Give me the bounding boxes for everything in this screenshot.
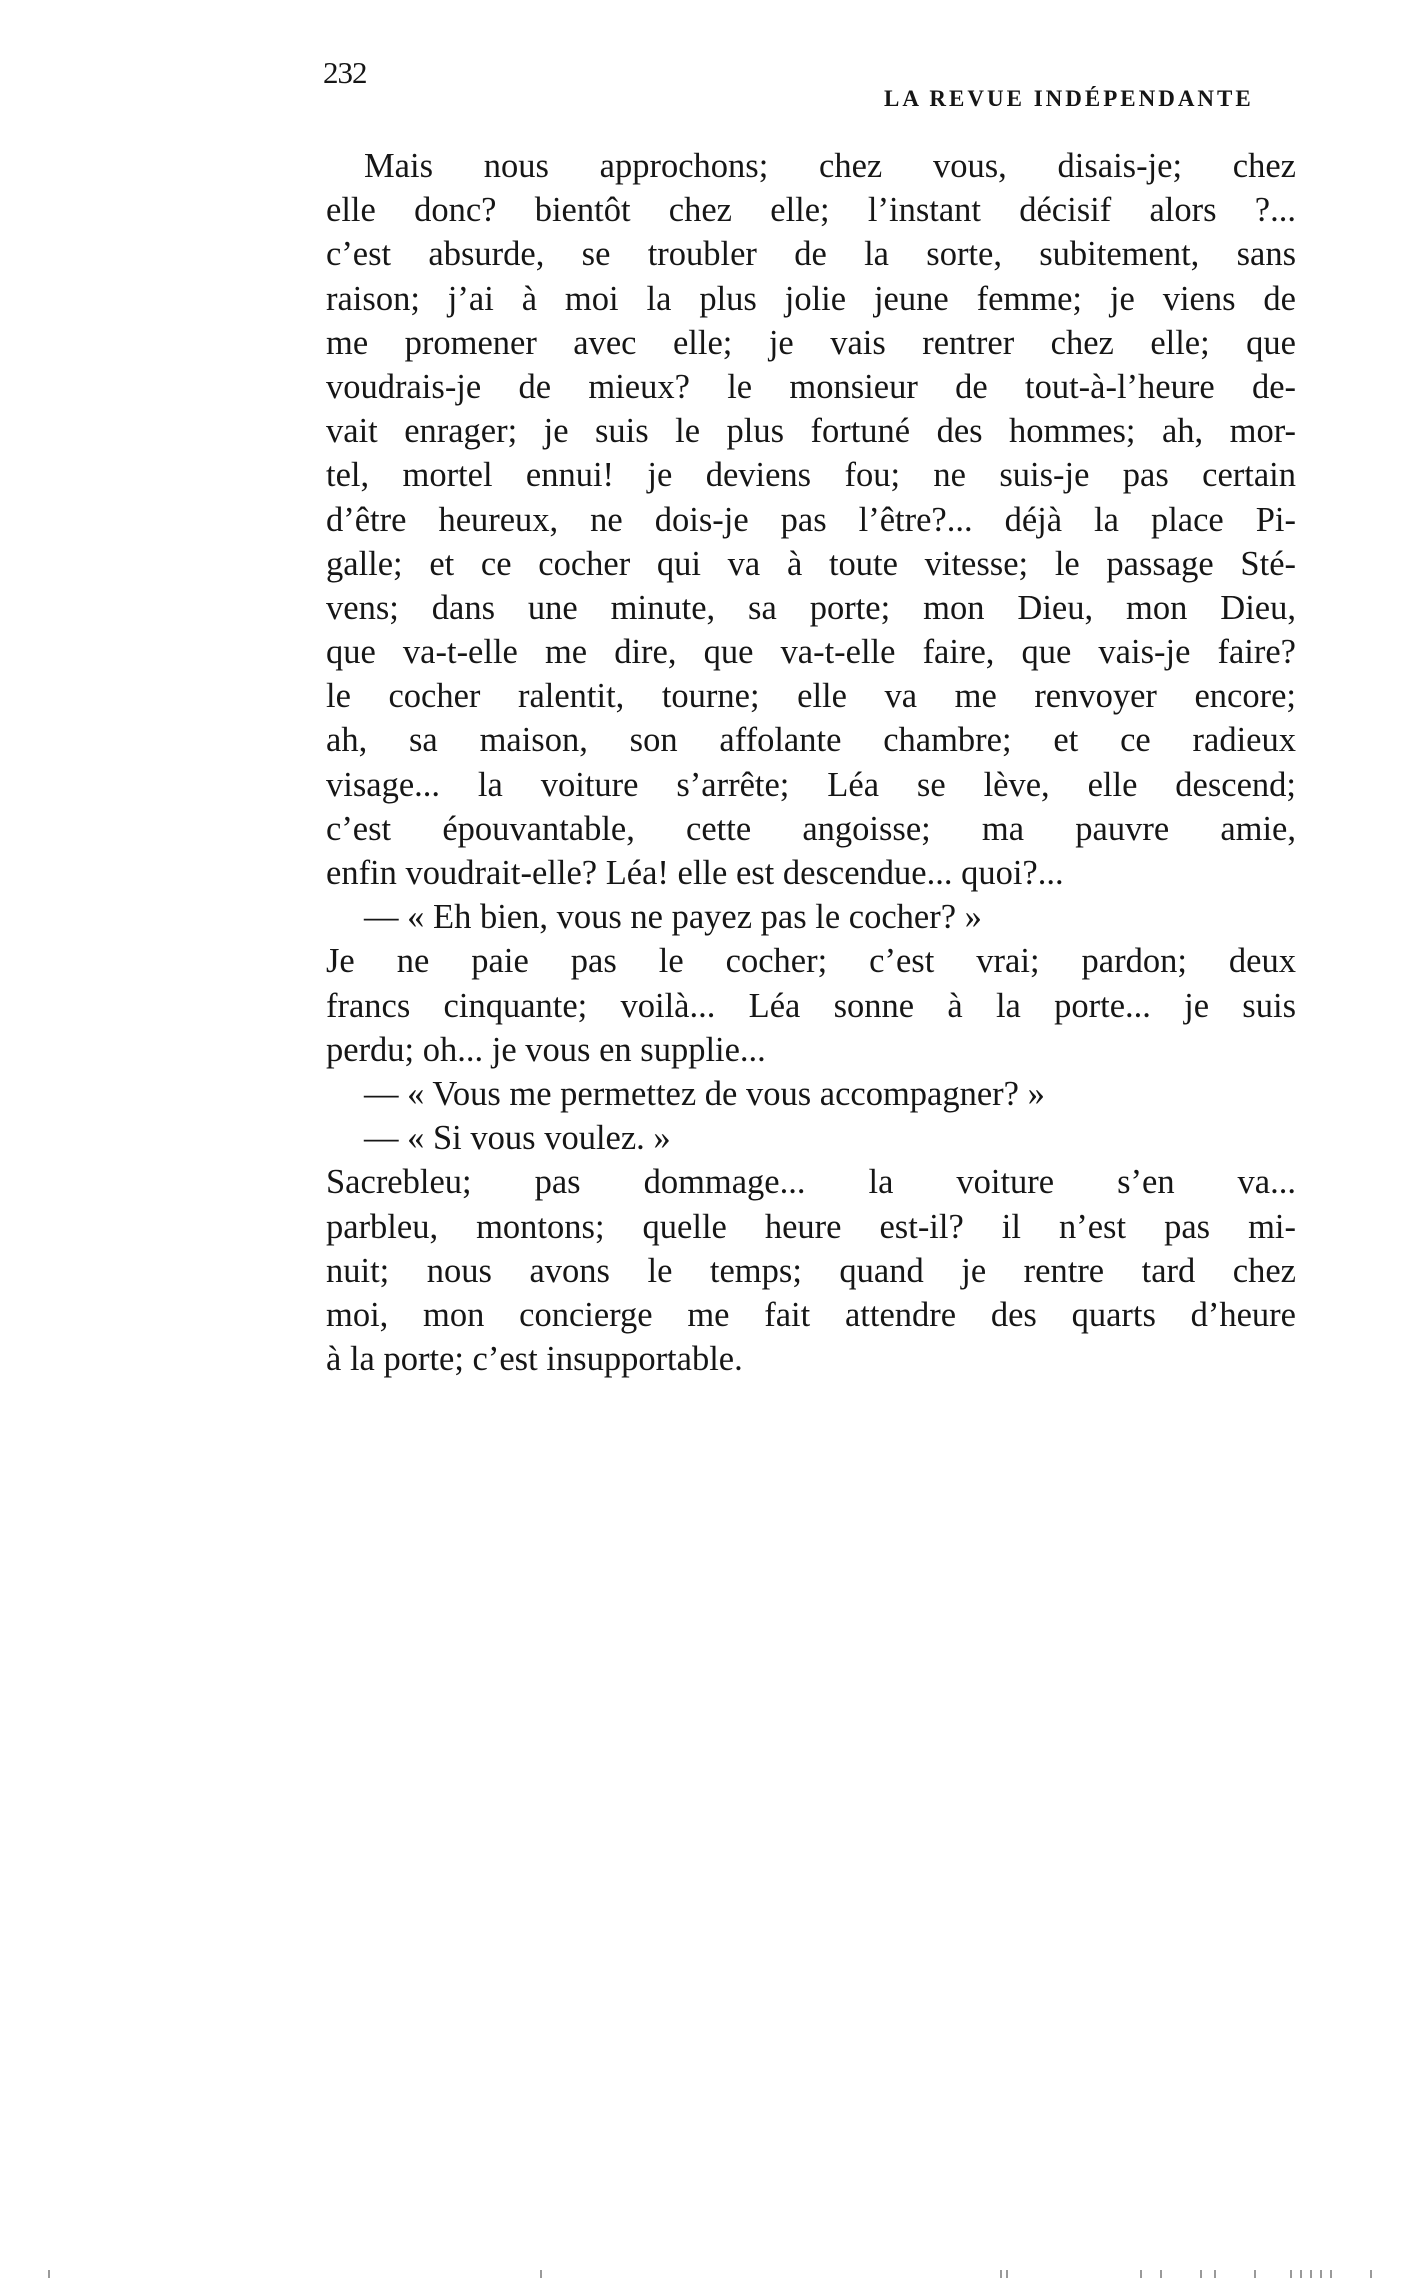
text-line: visage... la voiture s’arrête; Léa se lève, elle descend;	[326, 765, 1296, 804]
text-line: parbleu, montons; quelle heure est-il? il n’est pas mi-	[326, 1207, 1296, 1246]
page-number: 232	[323, 55, 367, 90]
text-line: tel, mortel ennui! je deviens fou; ne suis-je pas certain	[326, 456, 1296, 495]
text-line: francs cinquante; voilà... Léa sonne à la porte... je suis	[326, 986, 1296, 1025]
text-line: Je ne paie pas le cocher; c’est vrai; pardon; deux	[326, 942, 1296, 981]
text-line: moi, mon concierge me fait attendre des quarts d’heure	[326, 1295, 1296, 1334]
text-line: elle donc? bientôt chez elle; l’instant décisif alors ?...	[326, 191, 1296, 230]
text-line: perdu; oh... je vous en supplie...	[326, 1030, 766, 1069]
text-line: Sacrebleu; pas dommage... la voiture s’en va...	[326, 1163, 1296, 1202]
text-line: vens; dans une minute, sa porte; mon Dieu, mon Dieu,	[326, 588, 1296, 627]
text-line: galle; et ce cocher qui va à toute vitesse; le passage Sté-	[326, 544, 1296, 583]
body-text	[326, 144, 1296, 1381]
text-line: Mais nous approchons; chez vous, disais-je; chez	[364, 147, 1296, 185]
dialogue-line: — « Eh bien, vous ne payez pas le cocher? »	[364, 898, 982, 937]
text-line: à la porte; c’est insupportable.	[326, 1340, 743, 1379]
text-line: nuit; nous avons le temps; quand je rentre tard chez	[326, 1251, 1296, 1290]
text-line: me promener avec elle; je vais rentrer chez elle; que	[326, 323, 1296, 362]
text-line: voudrais-je de mieux? le monsieur de tout-à-l’heure de-	[326, 367, 1296, 406]
running-head: LA REVUE INDÉPENDANTE	[884, 86, 1254, 111]
text-line: ah, sa maison, son affolante chambre; et ce radieux	[326, 721, 1296, 760]
scan-edge-marks	[0, 2270, 1408, 2280]
text-line: d’être heureux, ne dois-je pas l’être?... déjà la place Pi-	[326, 500, 1296, 539]
text-line: c’est absurde, se troubler de la sorte, subitement, sans	[326, 235, 1296, 274]
dialogue-line: — « Si vous voulez. »	[364, 1119, 671, 1158]
text-line: raison; j’ai à moi la plus jolie jeune femme; je viens de	[326, 279, 1296, 318]
text-line: vait enrager; je suis le plus fortuné des hommes; ah, mor-	[326, 412, 1296, 451]
text-line: c’est épouvantable, cette angoisse; ma pauvre amie,	[326, 809, 1296, 848]
text-line: que va-t-elle me dire, que va-t-elle faire, que vais-je faire?	[326, 633, 1296, 672]
dialogue-line: — « Vous me permettez de vous accompagner? »	[364, 1074, 1045, 1113]
text-line: enfin voudrait-elle? Léa! elle est descendue... quoi?...	[326, 854, 1064, 892]
text-line: le cocher ralentit, tourne; elle va me renvoyer encore;	[326, 677, 1296, 716]
